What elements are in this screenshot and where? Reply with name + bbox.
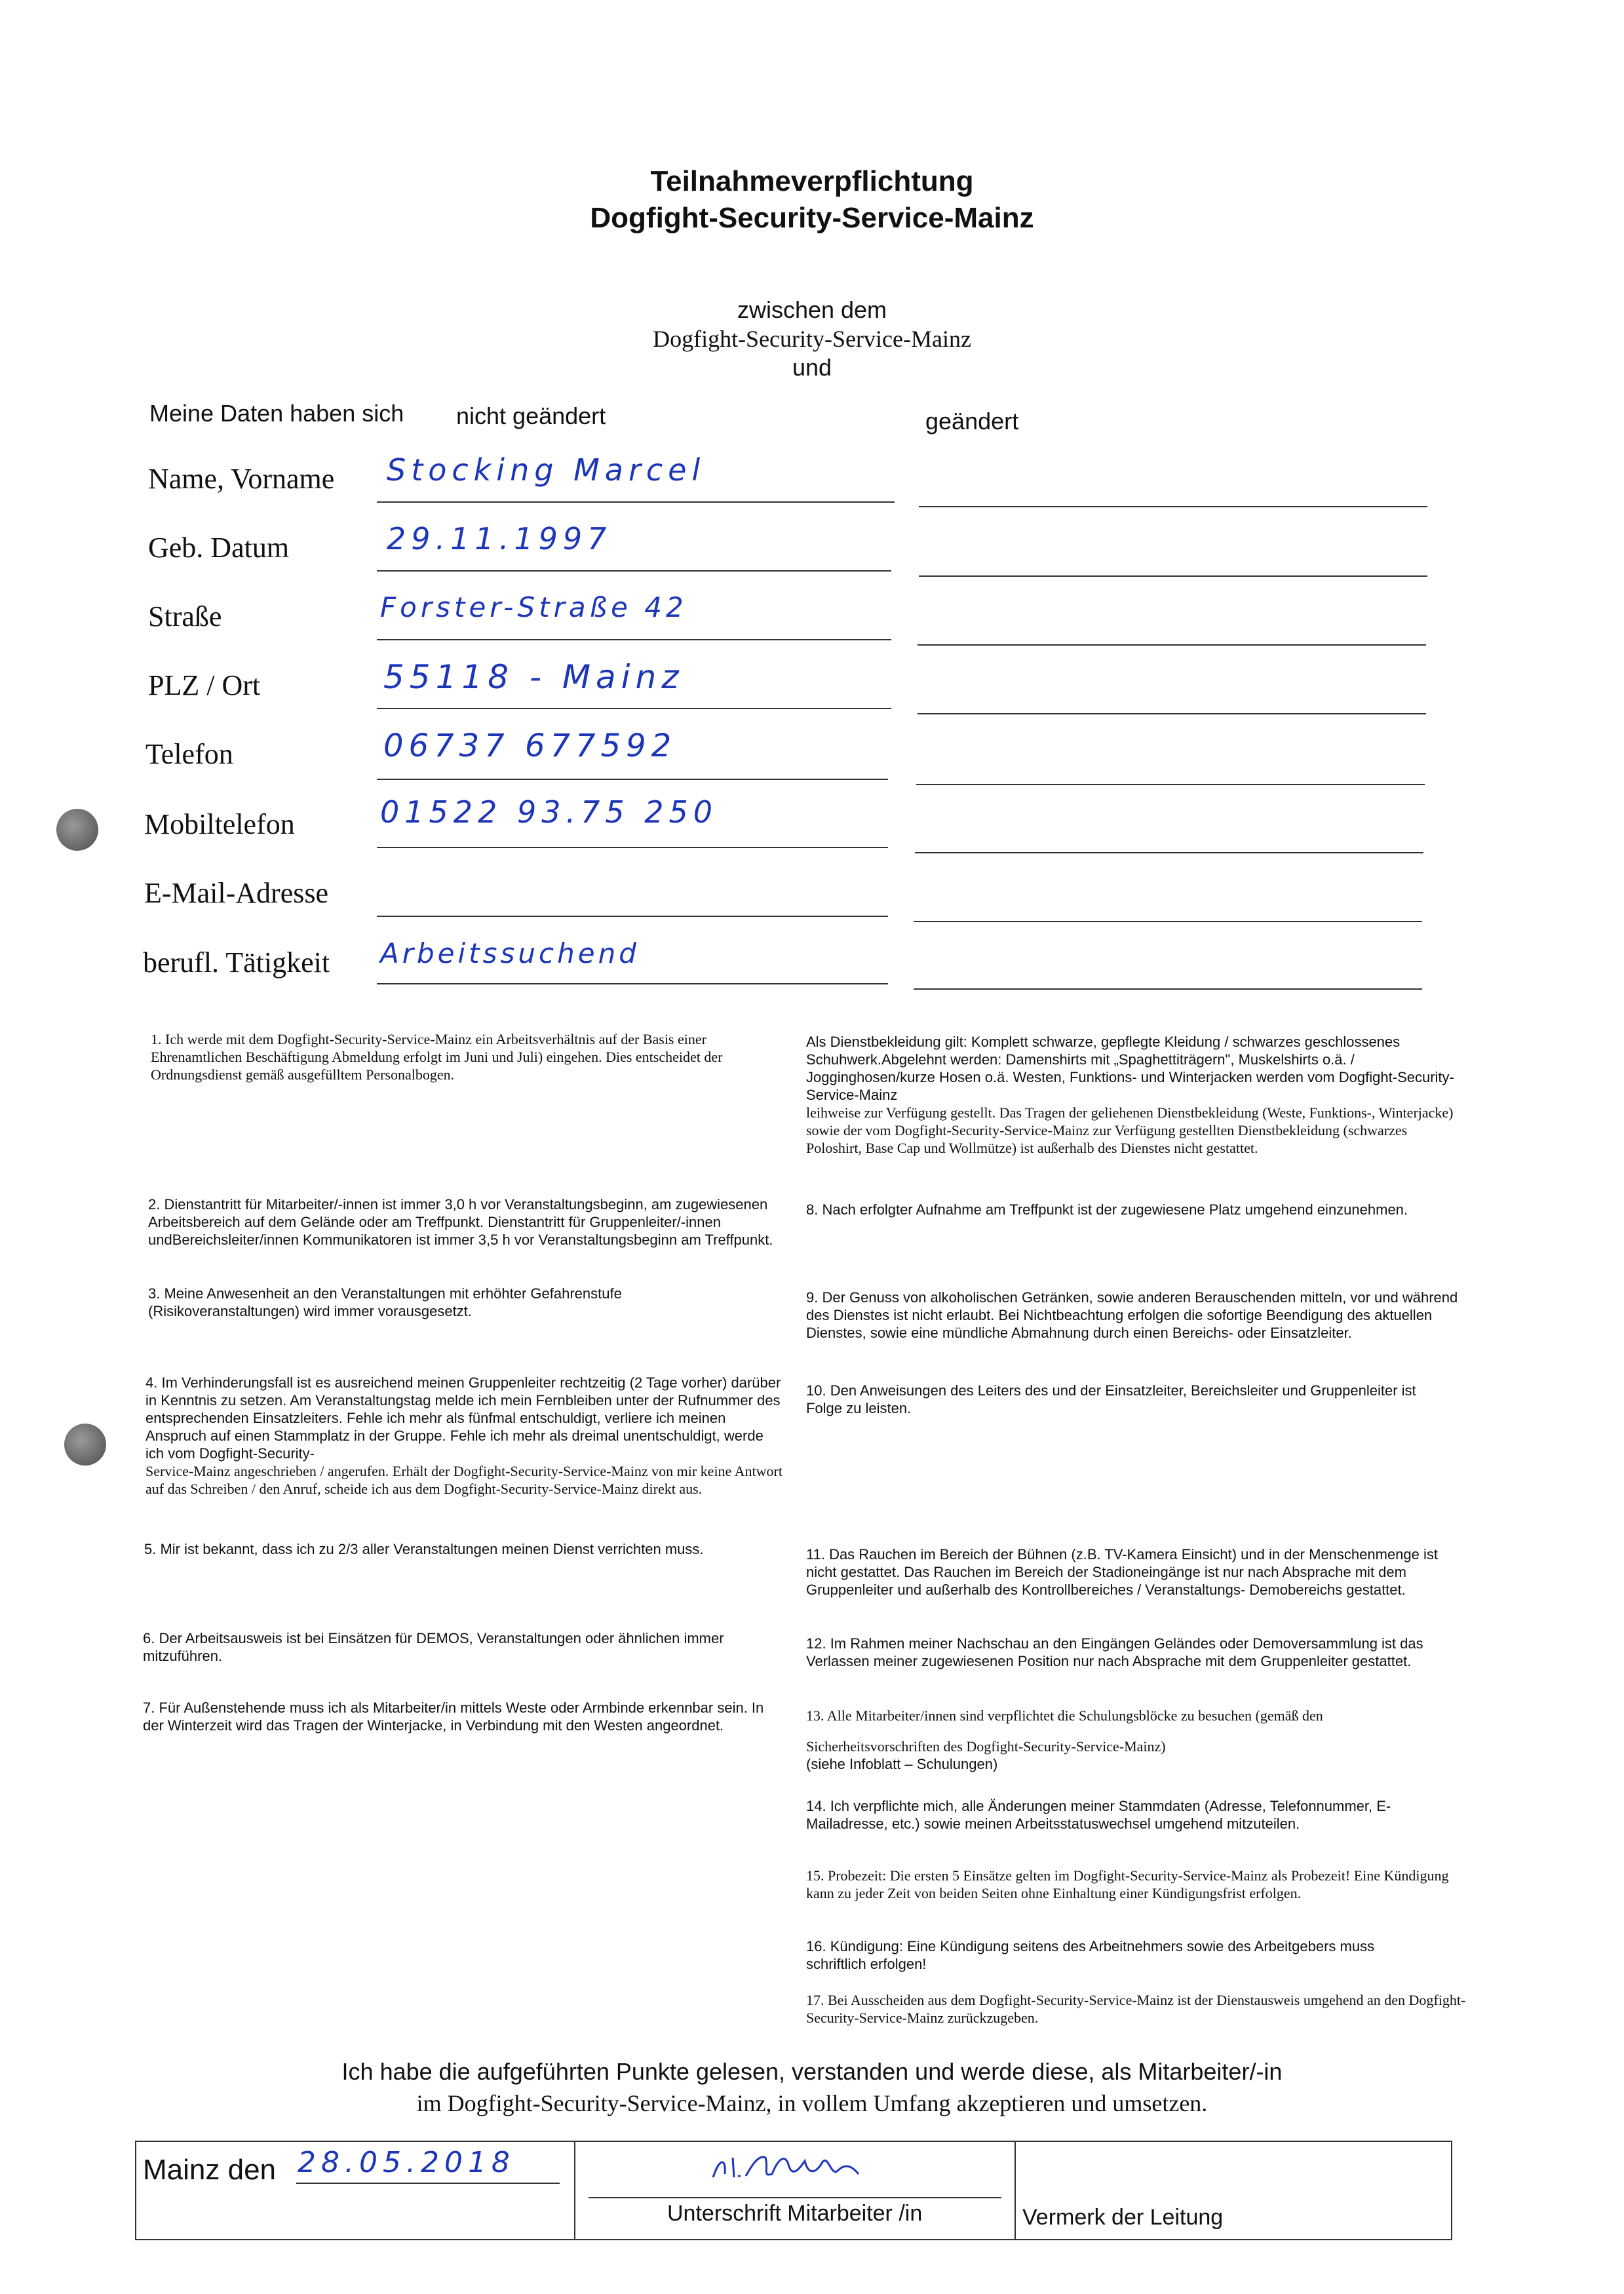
clause-4	[145, 1374, 784, 1498]
field-line-occupation	[377, 983, 888, 984]
signature-box-divider-2	[1015, 2142, 1016, 2239]
clause-dress-code	[806, 1033, 1461, 1157]
field-line-phone-changed[interactable]	[916, 784, 1425, 785]
management-note-label: Vermerk der Leitung	[1022, 2205, 1224, 2230]
clause-6: 6. Der Arbeitsausweis ist bei Einsätzen für DEMOS, Veranstaltungen oder ähnlichen immer mitzuführen.	[143, 1630, 724, 1664]
field-label-phone: Telefon	[145, 738, 233, 770]
field-value-zip-city[interactable]: 55118 - Mainz	[383, 658, 684, 696]
status-changed-option[interactable]: geändert	[925, 408, 1019, 435]
field-line-email	[377, 916, 888, 917]
field-label-zip-city: PLZ / Ort	[148, 669, 261, 701]
clause-8: 8. Nach erfolgter Aufnahme am Treffpunkt ist der zugewiesene Platz umgehend einzunehmen.	[806, 1201, 1408, 1218]
field-line-birthdate-changed[interactable]	[919, 575, 1427, 577]
field-line-name	[377, 501, 895, 503]
clause-11: 11. Das Rauchen im Bereich der Bühnen (z.B. TV-Kamera Einsicht) und in der Menschenmenge ist nicht gestattet. Das Rauchen im Bereich der Stadioneingänge ist nur nach Absprache mit dem Gruppenleiter und außerhalb des Kontrollbereiches / Veranstaltungs- Demobereichs gestattet.	[806, 1546, 1439, 1598]
field-value-phone[interactable]: 06737 677592	[383, 728, 677, 764]
clause-13	[806, 1707, 1461, 1773]
place-date-value[interactable]: 28.05.2018	[298, 2146, 515, 2179]
data-status-label: Meine Daten haben sich	[149, 400, 404, 427]
field-label-occupation: berufl. Tätigkeit	[143, 946, 330, 979]
between-line-3: und	[792, 354, 832, 381]
field-line-occupation-changed[interactable]	[914, 988, 1422, 990]
between-line-2: Dogfight-Security-Service-Mainz	[653, 326, 971, 352]
clause-15: 15. Probezeit: Die ersten 5 Einsätze gelten im Dogfight-Security-Service-Mainz als Probezeit! Eine Kündigung kann zu jeder Zeit von beiden Seiten ohne Einhaltung einer Kündigungsfrist erfolgen.	[806, 1867, 1449, 1901]
place-date-label: Mainz den	[143, 2154, 277, 2186]
field-line-street-changed[interactable]	[918, 644, 1426, 646]
signature-box-divider-1	[574, 2142, 575, 2239]
document-subtitle: Dogfight-Security-Service-Mainz	[590, 202, 1034, 234]
field-label-street: Straße	[148, 600, 222, 632]
dress-code-part-a: Als Dienstbekleidung gilt: Komplett schwarze, gepflegte Kleidung / schwarzes geschlossenes Schuhwerk.Abgelehnt werden: Damenshirts mit „Spaghettiträgern", Muskelshirts o.ä. / Jogginghosen/kurze Hosen o.ä. Westen, Funktions- und Winterjacken werden vom Dogfight-Security-Service-Mainz	[806, 1034, 1454, 1103]
field-line-zip-city	[377, 708, 891, 709]
clause-13-part-b: Sicherheitsvorschriften des Dogfight-Security-Service-Mainz)	[806, 1738, 1166, 1755]
signature-line	[589, 2197, 1001, 2198]
field-value-birthdate[interactable]: 29.11.1997	[387, 521, 612, 556]
punch-hole-bottom	[64, 1424, 106, 1466]
signature-scribble	[706, 2145, 903, 2190]
field-line-birthdate	[377, 570, 891, 572]
field-value-name[interactable]: Stocking Marcel	[387, 452, 706, 488]
field-value-mobile[interactable]: 01522 93.75 250	[380, 794, 718, 830]
between-line-1: zwischen dem	[737, 296, 887, 323]
clause-3: 3. Meine Anwesenheit an den Veranstaltungen mit erhöhter Gefahrenstufe (Risikoveranstaltungen) wird immer vorausgesetzt.	[148, 1285, 622, 1319]
clause-1: 1. Ich werde mit dem Dogfight-Security-Service-Mainz ein Arbeitsverhältnis auf der Basis einer Ehrenamtlichen Beschäftigung Abmeldung erfolgt im Juni und Juli) eingehen. Dies entscheidet der Ordnungsdienst gemäß ausgefülltem Personalbogen.	[151, 1031, 723, 1083]
field-line-zip-city-changed[interactable]	[918, 713, 1426, 714]
field-value-street[interactable]: Forster-Straße 42	[380, 591, 687, 623]
clause-2: 2. Dienstantritt für Mitarbeiter/-innen ist immer 3,0 h vor Veranstaltungsbeginn, am zugewiesenen Arbeitsbereich auf dem Gelände oder am Treffpunkt. Dienstantritt für Gruppenleiter/-innen undBereichsleiter/innen Kommunikatoren ist immer 3,5 h vor Veranstaltungsbeginn am Treffpunkt.	[148, 1196, 773, 1248]
closing-statement-line-2: im Dogfight-Security-Service-Mainz, in vollem Umfang akzeptieren und umsetzen.	[416, 2090, 1208, 2116]
field-line-street	[377, 639, 891, 640]
clause-9: 9. Der Genuss von alkoholischen Getränken, sowie anderen Berauschenden mitteln, vor und während des Dienstes ist nicht erlaubt. Bei Nichtbeachtung erfolgen die sofortige Beendigung des aktuellen Dienstes, sowie eine mündliche Abmahnung durch einen Bereichs- oder Einsatzleiter.	[806, 1289, 1458, 1341]
clause-16: 16. Kündigung: Eine Kündigung seitens des Arbeitnehmers sowie des Arbeitgebers muss schriftlich erfolgen!	[806, 1938, 1375, 1972]
clause-12: 12. Im Rahmen meiner Nachschau an den Eingängen Geländes oder Demoversammlung ist das Verlassen meiner zugewiesenen Position nur nach Absprache mit dem Gruppenleiter gestattet.	[806, 1635, 1423, 1669]
clause-10: 10. Den Anweisungen des Leiters des und der Einsatzleiter, Bereichsleiter und Gruppenleiter ist Folge zu leisten.	[806, 1382, 1416, 1416]
clause-7: 7. Für Außenstehende muss ich als Mitarbeiter/in mittels Weste oder Armbinde erkennbar sein. In der Winterzeit wird das Tragen der Winterjacke, in Verbindung mit den Westen angeordnet.	[143, 1700, 764, 1734]
clause-5: 5. Mir ist bekannt, dass ich zu 2/3 aller Veranstaltungen meinen Dienst verrichten muss.	[144, 1541, 704, 1557]
clause-13-part-c: (siehe Infoblatt – Schulungen)	[806, 1756, 998, 1772]
date-line	[296, 2183, 560, 2184]
clause-17: 17. Bei Ausscheiden aus dem Dogfight-Security-Service-Mainz ist der Dienstausweis umgehend an den Dogfight-Security-Service-Mainz zurückzugeben.	[806, 1992, 1466, 2026]
field-label-name: Name, Vorname	[148, 463, 335, 495]
field-label-mobile: Mobiltelefon	[144, 808, 295, 840]
closing-statement-line-1: Ich habe die aufgeführten Punkte gelesen, verstanden und werde diese, als Mitarbeiter/-in	[341, 2058, 1283, 2085]
clause-4-part-a: 4. Im Verhinderungsfall ist es ausreichend meinen Gruppenleiter rechtzeitig (2 Tage vorher) darüber in Kenntnis zu setzen. Am Veranstaltungstag melde ich mein Fernbleiben unter der Rufnummer des entsprechenden Einsatzleiters. Fehle ich mehr als fünfmal entschuldigt, verliere ich meinen Anspruch auf einen Stammplatz in der Gruppe. Fehle ich mehr als dreimal unentschuldigt, werde ich vom Dogfight-Security-	[145, 1374, 781, 1462]
clause-14: 14. Ich verpflichte mich, alle Änderungen meiner Stammdaten (Adresse, Telefonnummer, E-Mailadresse, etc.) sowie meinen Arbeitsstatuswechsel umgehend mitzuteilen.	[806, 1798, 1391, 1832]
clause-13-part-a: 13. Alle Mitarbeiter/innen sind verpflichtet die Schulungsblöcke zu besuchen (gemäß den	[806, 1707, 1323, 1724]
field-line-phone	[377, 779, 888, 780]
field-line-name-changed[interactable]	[919, 506, 1427, 507]
clause-4-part-b: Service-Mainz angeschrieben / angerufen. Erhält der Dogfight-Security-Service-Mainz von mir keine Antwort auf das Schreiben / den Anruf, scheide ich aus dem Dogfight-Security-Service-Mainz direkt aus.	[145, 1463, 783, 1497]
status-unchanged-option[interactable]: nicht geändert	[456, 402, 606, 429]
punch-hole-top	[56, 809, 98, 851]
field-line-email-changed[interactable]	[914, 921, 1422, 922]
field-label-birthdate: Geb. Datum	[148, 532, 290, 564]
document-title: Teilnahmeverpflichtung	[650, 165, 974, 197]
field-line-mobile	[377, 847, 888, 848]
dress-code-part-b: leihweise zur Verfügung gestellt. Das Tragen der geliehenen Dienstbekleidung (Weste, Funktions-, Winterjacke) sowie der vom Dogfight-Security-Service-Mainz zur Verfügung gestellten Dienstbekleidung (schwarzes Poloshirt, Base Cap und Wollmütze) ist außerhalb des Dienstes nicht gestattet.	[806, 1104, 1454, 1156]
signature-box	[135, 2141, 1452, 2240]
field-label-email: E-Mail-Adresse	[144, 877, 329, 909]
field-line-mobile-changed[interactable]	[915, 852, 1423, 853]
employee-signature-label: Unterschrift Mitarbeiter /in	[667, 2201, 923, 2226]
field-value-occupation[interactable]: Arbeitssuchend	[380, 937, 640, 969]
employee-signature[interactable]	[706, 2145, 903, 2194]
